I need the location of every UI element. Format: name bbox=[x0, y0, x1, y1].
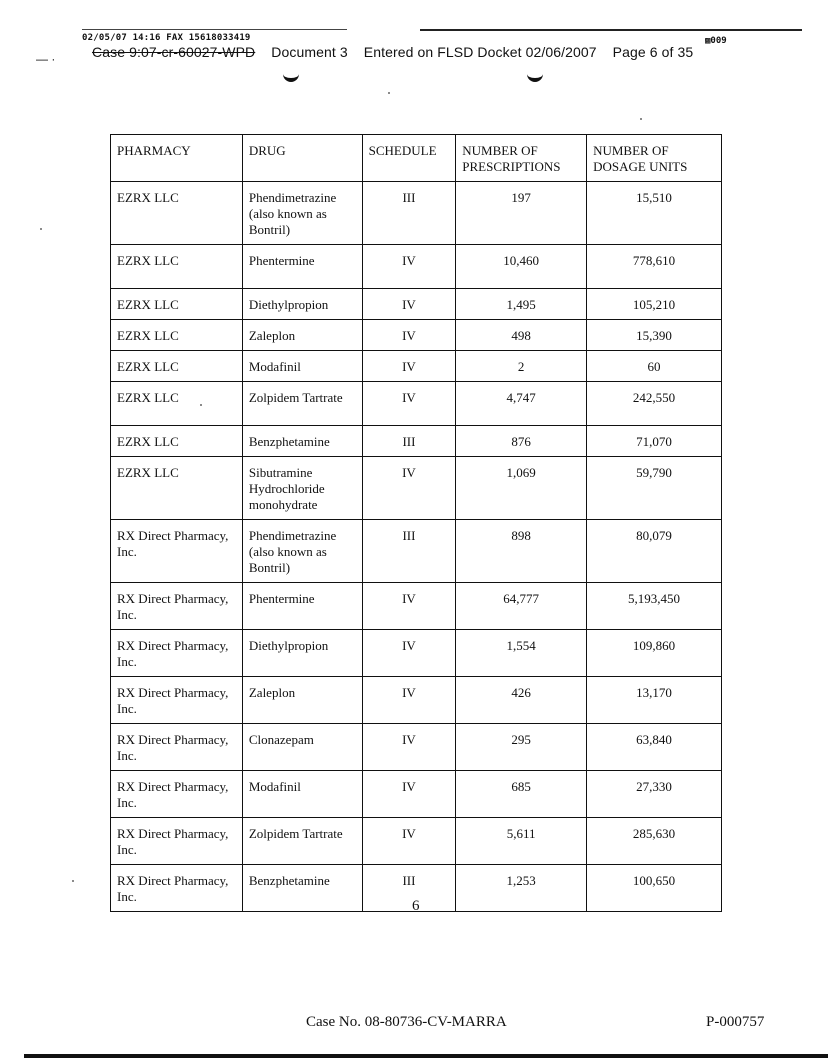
cell-dosage-units: 13,170 bbox=[587, 677, 722, 724]
fax-top-rule-left bbox=[82, 29, 347, 30]
cell-dosage-units: 105,210 bbox=[587, 289, 722, 320]
cell-pharmacy: RX Direct Pharmacy, Inc. bbox=[111, 520, 243, 583]
prescription-table bbox=[110, 134, 722, 912]
cell-dosage-units: 242,550 bbox=[587, 382, 722, 426]
page-indicator: Page 6 of 35 bbox=[612, 44, 694, 60]
cell-dosage-units: 109,860 bbox=[587, 630, 722, 677]
cell-drug: Benzphetamine bbox=[242, 865, 362, 912]
table-row bbox=[111, 677, 722, 724]
cell-schedule: III bbox=[362, 426, 456, 457]
cell-drug: Zolpidem Tartrate bbox=[242, 818, 362, 865]
table-row bbox=[111, 818, 722, 865]
fax-page-code bbox=[705, 36, 727, 46]
cell-pharmacy: RX Direct Pharmacy, Inc. bbox=[111, 771, 243, 818]
docket-entry: Entered on FLSD Docket 02/06/2007 bbox=[363, 44, 597, 60]
cell-schedule: IV bbox=[362, 457, 456, 520]
table-row bbox=[111, 457, 722, 520]
table-row bbox=[111, 771, 722, 818]
cell-schedule: IV bbox=[362, 351, 456, 382]
cell-drug: Zaleplon bbox=[242, 320, 362, 351]
cell-schedule: IV bbox=[362, 382, 456, 426]
cell-schedule: IV bbox=[362, 245, 456, 289]
cell-pharmacy: RX Direct Pharmacy, Inc. bbox=[111, 630, 243, 677]
table-row bbox=[111, 724, 722, 771]
header-dosage-units: NUMBER OF DOSAGE UNITS bbox=[587, 135, 722, 182]
cell-prescriptions: 197 bbox=[456, 182, 587, 245]
cell-prescriptions: 1,554 bbox=[456, 630, 587, 677]
table-row bbox=[111, 182, 722, 245]
cell-pharmacy: RX Direct Pharmacy, Inc. bbox=[111, 724, 243, 771]
bottom-border bbox=[24, 1054, 828, 1058]
header-drug: DRUG bbox=[242, 135, 362, 182]
scan-speck bbox=[640, 118, 642, 120]
cell-drug: Clonazepam bbox=[242, 724, 362, 771]
cell-pharmacy: RX Direct Pharmacy, Inc. bbox=[111, 865, 243, 912]
scan-speck bbox=[200, 404, 202, 406]
fax-transmission-line: 02/05/07 14:16 FAX 15618033419 bbox=[82, 33, 251, 43]
cell-prescriptions: 4,747 bbox=[456, 382, 587, 426]
punch-mark-left bbox=[283, 70, 299, 82]
cell-dosage-units: 778,610 bbox=[587, 245, 722, 289]
cell-prescriptions: 1,253 bbox=[456, 865, 587, 912]
cell-dosage-units: 15,390 bbox=[587, 320, 722, 351]
cell-pharmacy: RX Direct Pharmacy, Inc. bbox=[111, 818, 243, 865]
scan-speck bbox=[388, 92, 390, 94]
cell-pharmacy: RX Direct Pharmacy, Inc. bbox=[111, 583, 243, 630]
cell-drug: Zaleplon bbox=[242, 677, 362, 724]
cell-prescriptions: 10,460 bbox=[456, 245, 587, 289]
cell-pharmacy: EZRX LLC bbox=[111, 426, 243, 457]
cell-schedule: IV bbox=[362, 818, 456, 865]
page-number: 6 bbox=[412, 898, 420, 914]
cell-pharmacy: EZRX LLC bbox=[111, 457, 243, 520]
punch-mark-right bbox=[527, 70, 543, 82]
cell-drug: Sibutramine Hydrochloride monohydrate bbox=[242, 457, 362, 520]
cell-prescriptions: 876 bbox=[456, 426, 587, 457]
table-body bbox=[111, 182, 722, 912]
cell-prescriptions: 1,495 bbox=[456, 289, 587, 320]
cell-drug: Phentermine bbox=[242, 583, 362, 630]
fax-top-rule-right bbox=[420, 29, 802, 31]
cell-dosage-units: 80,079 bbox=[587, 520, 722, 583]
cell-dosage-units: 59,790 bbox=[587, 457, 722, 520]
footer-case-number: Case No. 08-80736-CV-MARRA bbox=[306, 1014, 507, 1030]
cell-pharmacy: EZRX LLC bbox=[111, 382, 243, 426]
cell-dosage-units: 15,510 bbox=[587, 182, 722, 245]
cell-schedule: III bbox=[362, 865, 456, 912]
header-prescriptions: NUMBER OF PRESCRIPTIONS bbox=[456, 135, 587, 182]
cell-dosage-units: 71,070 bbox=[587, 426, 722, 457]
cell-schedule: III bbox=[362, 520, 456, 583]
cell-drug: Diethylpropion bbox=[242, 630, 362, 677]
cell-prescriptions: 426 bbox=[456, 677, 587, 724]
cell-drug: Diethylpropion bbox=[242, 289, 362, 320]
header-pharmacy: PHARMACY bbox=[111, 135, 243, 182]
cell-drug: Zolpidem Tartrate bbox=[242, 382, 362, 426]
cell-prescriptions: 1,069 bbox=[456, 457, 587, 520]
cell-pharmacy: EZRX LLC bbox=[111, 289, 243, 320]
cell-drug: Phendimetrazine (also known as Bontril) bbox=[242, 520, 362, 583]
cell-prescriptions: 498 bbox=[456, 320, 587, 351]
cell-pharmacy: EZRX LLC bbox=[111, 245, 243, 289]
cell-drug: Modafinil bbox=[242, 351, 362, 382]
table-row bbox=[111, 583, 722, 630]
cell-dosage-units: 60 bbox=[587, 351, 722, 382]
fax-box-icon: ▩ bbox=[705, 36, 711, 46]
cell-schedule: IV bbox=[362, 289, 456, 320]
cell-dosage-units: 5,193,450 bbox=[587, 583, 722, 630]
case-number: Case 9:07-cr-60027-WPD bbox=[92, 44, 256, 60]
header-schedule: SCHEDULE bbox=[362, 135, 456, 182]
cell-prescriptions: 5,611 bbox=[456, 818, 587, 865]
cell-drug: Modafinil bbox=[242, 771, 362, 818]
table-row bbox=[111, 320, 722, 351]
cell-drug: Phentermine bbox=[242, 245, 362, 289]
cell-prescriptions: 64,777 bbox=[456, 583, 587, 630]
table-row bbox=[111, 351, 722, 382]
cell-schedule: IV bbox=[362, 724, 456, 771]
cell-dosage-units: 100,650 bbox=[587, 865, 722, 912]
cell-schedule: III bbox=[362, 182, 456, 245]
cell-drug: Benzphetamine bbox=[242, 426, 362, 457]
cell-drug: Phendimetrazine (also known as Bontril) bbox=[242, 182, 362, 245]
cell-schedule: IV bbox=[362, 771, 456, 818]
table-row bbox=[111, 630, 722, 677]
cell-schedule: IV bbox=[362, 320, 456, 351]
cell-pharmacy: EZRX LLC bbox=[111, 182, 243, 245]
cell-schedule: IV bbox=[362, 677, 456, 724]
cell-dosage-units: 27,330 bbox=[587, 771, 722, 818]
table-row bbox=[111, 520, 722, 583]
footer-bates-number: P-000757 bbox=[706, 1014, 765, 1030]
cell-dosage-units: 63,840 bbox=[587, 724, 722, 771]
cell-pharmacy: RX Direct Pharmacy, Inc. bbox=[111, 677, 243, 724]
margin-mark: — · bbox=[36, 52, 56, 66]
cell-prescriptions: 2 bbox=[456, 351, 587, 382]
table-header-row bbox=[111, 135, 722, 182]
cell-prescriptions: 685 bbox=[456, 771, 587, 818]
cell-prescriptions: 295 bbox=[456, 724, 587, 771]
table-row bbox=[111, 426, 722, 457]
table-row bbox=[111, 245, 722, 289]
cell-pharmacy: EZRX LLC bbox=[111, 351, 243, 382]
cell-pharmacy: EZRX LLC bbox=[111, 320, 243, 351]
table-row bbox=[111, 289, 722, 320]
cell-dosage-units: 285,630 bbox=[587, 818, 722, 865]
scan-speck bbox=[72, 880, 74, 882]
cell-schedule: IV bbox=[362, 583, 456, 630]
cell-prescriptions: 898 bbox=[456, 520, 587, 583]
cell-schedule: IV bbox=[362, 630, 456, 677]
case-header bbox=[92, 44, 705, 60]
scan-speck bbox=[40, 228, 42, 230]
table-row bbox=[111, 382, 722, 426]
document-label: Document 3 bbox=[271, 44, 348, 60]
fax-page-code-text: 009 bbox=[710, 36, 727, 46]
